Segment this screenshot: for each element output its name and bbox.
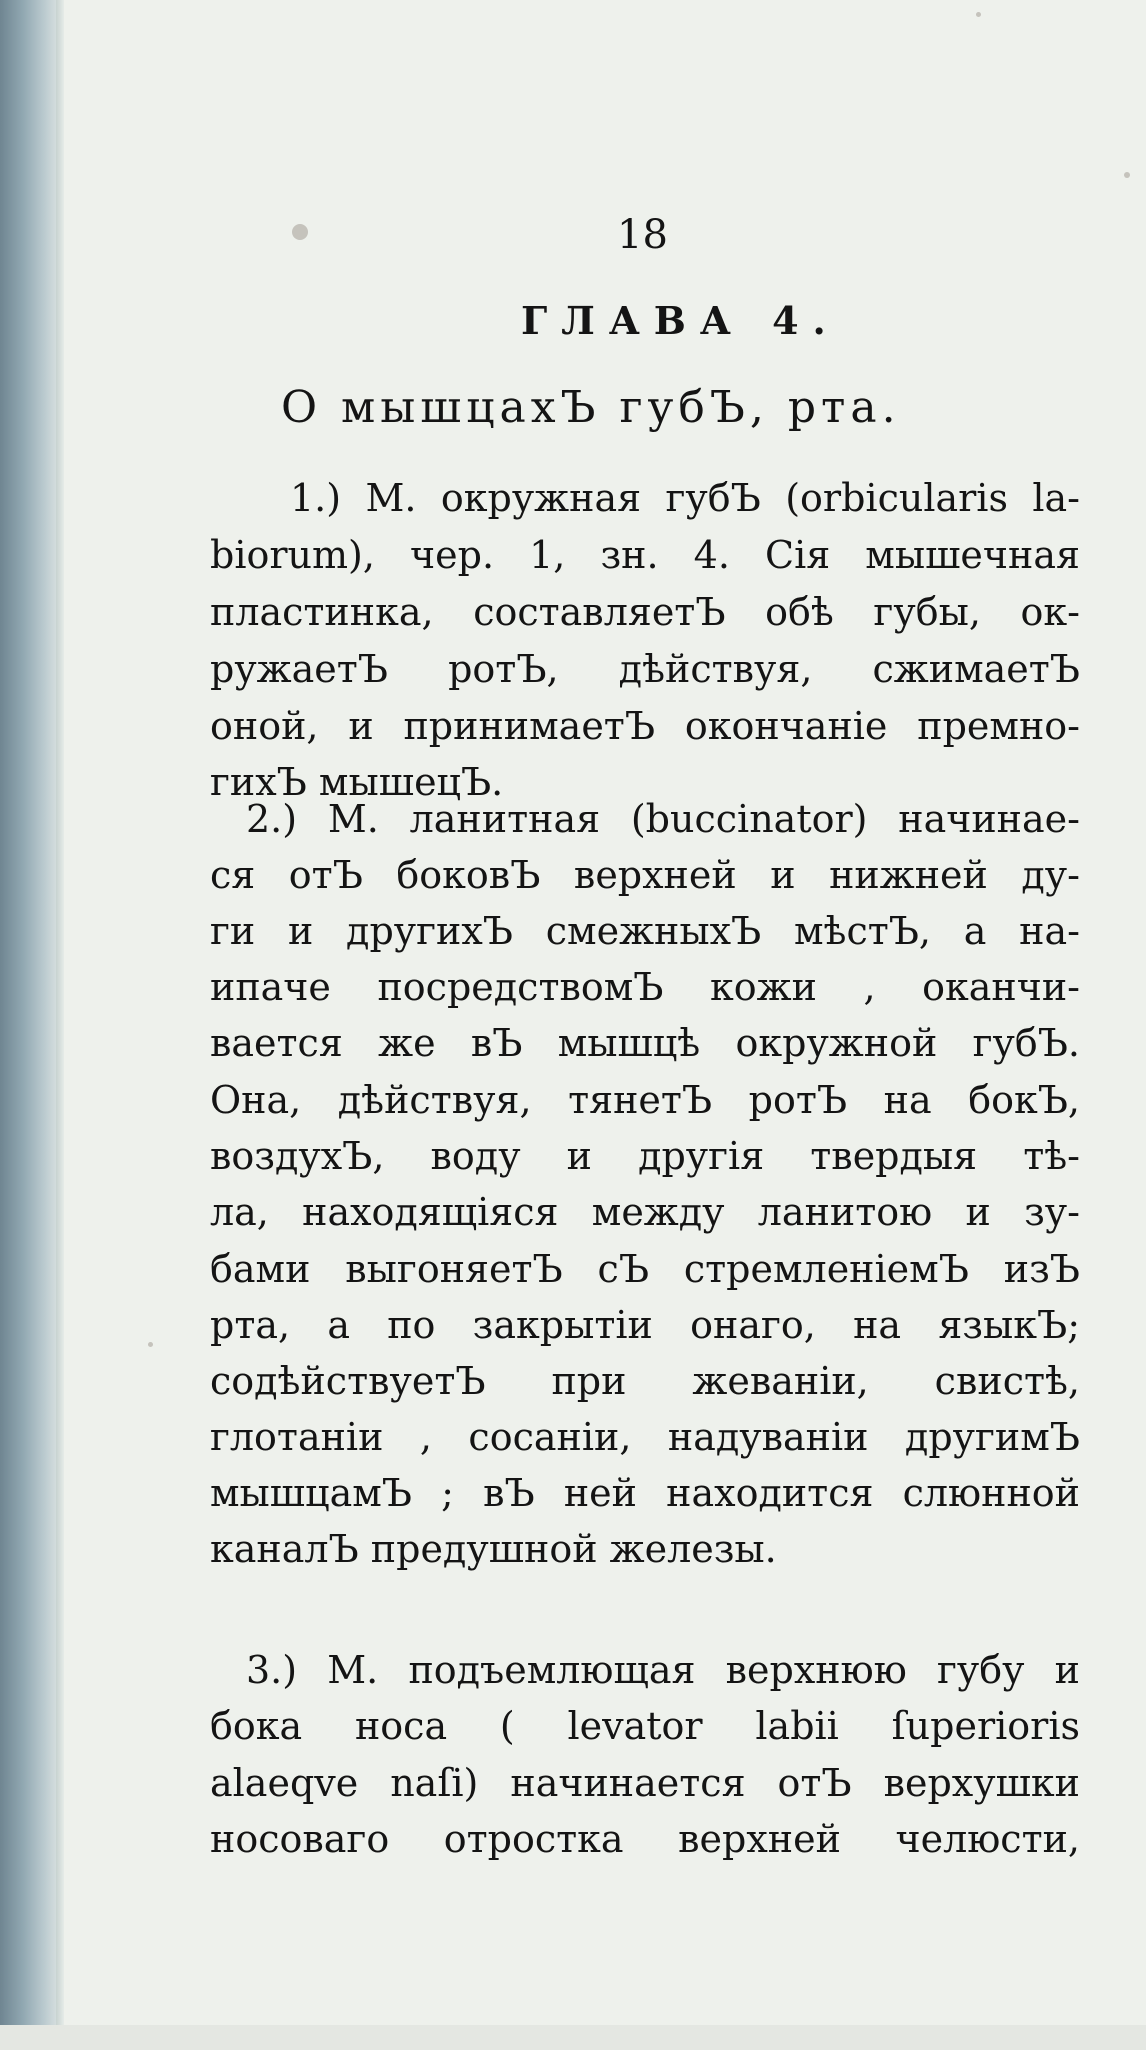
- text-line: носоваго отростка верхней челюсти,: [210, 1817, 1080, 1861]
- page-number: 18: [617, 212, 668, 258]
- text-line: ги и другихЪ смежныхЪ мѣстЪ, а на-: [210, 909, 1080, 953]
- text-line: бами выгоняетЪ сЪ стремленіемЪ изЪ: [210, 1247, 1080, 1291]
- text-line: мышцамЪ ; вЪ ней находится слюнной: [210, 1471, 1080, 1515]
- text-line: оной, и принимаетЪ окончаніе премно-: [210, 704, 1080, 748]
- ink-speck: [1124, 172, 1130, 178]
- text-line: содѣйствуетЪ при жеваніи, свистѣ,: [210, 1359, 1080, 1403]
- text-line: ипаче посредствомЪ кожи , оканчи-: [210, 965, 1080, 1009]
- text-line: biorum), чер. 1, зн. 4. Сія мышечная: [210, 533, 1080, 577]
- text-line: каналЪ предушной железы.: [210, 1527, 777, 1571]
- book-spine: [0, 0, 62, 2050]
- text-line: Она, дѣйствуя, тянетЪ ротЪ на бокЪ,: [210, 1078, 1080, 1122]
- text-line: 1.) М. окружная губЪ (orbicularis la-: [290, 476, 1080, 520]
- text-line: ружаетЪ ротЪ, дѣйствуя, сжимаетЪ: [210, 647, 1080, 691]
- text-line: пластинка, составляетЪ обѣ губы, ок-: [210, 590, 1080, 634]
- text-line: гихЪ мышецЪ.: [210, 760, 504, 804]
- ink-stain: [292, 224, 308, 240]
- text-line: 3.) М. подъемлющая верхнюю губу и: [246, 1648, 1080, 1692]
- section-title: О мышцахЪ губЪ, рта.: [281, 382, 901, 433]
- ink-speck: [976, 12, 981, 17]
- text-line: вается же вЪ мышцѣ окружной губЪ.: [210, 1021, 1080, 1065]
- ink-speck: [148, 1342, 153, 1347]
- text-line: 2.) М. ланитная (buccinator) начинае-: [246, 797, 1080, 841]
- text-line: ся отЪ боковЪ верхней и нижней ду-: [210, 853, 1080, 897]
- text-line: воздухЪ, воду и другія твердыя тѣ-: [210, 1134, 1080, 1178]
- text-line: рта, а по закрытіи онаго, на языкЪ;: [210, 1303, 1080, 1347]
- page-bottom-edge: [0, 2025, 1146, 2050]
- text-line: глотаніи , сосаніи, надуваніи другимЪ: [210, 1415, 1080, 1459]
- text-line: ла, находящіяся между ланитою и зу-: [210, 1190, 1080, 1234]
- chapter-heading: ГЛАВА 4.: [521, 298, 840, 343]
- text-line: бока носа ( levator labii ſuperioris: [210, 1704, 1080, 1748]
- text-line: alaeqve naſi) начинается отЪ верхушки: [210, 1761, 1080, 1805]
